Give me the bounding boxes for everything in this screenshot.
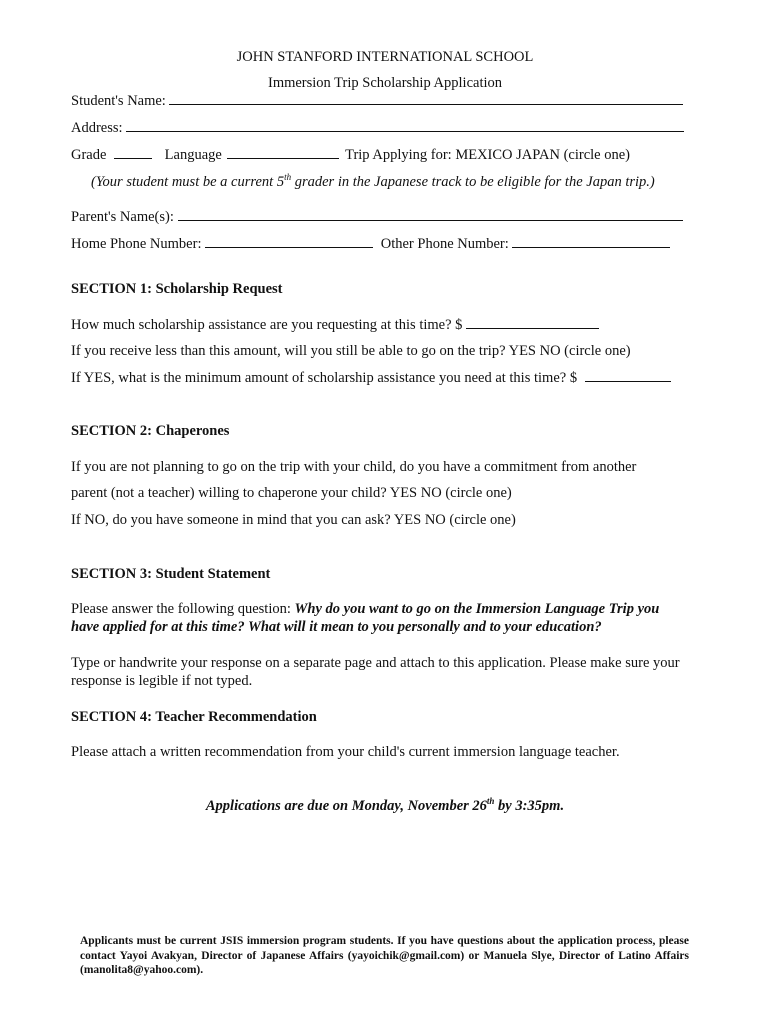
student-name-field[interactable] bbox=[169, 92, 683, 105]
parent-name-row bbox=[71, 208, 683, 226]
minimum-amount-field[interactable] bbox=[585, 369, 671, 382]
language-label: Language bbox=[164, 147, 222, 163]
other-phone-label: Other Phone Number: bbox=[380, 236, 509, 252]
section1-heading: SECTION 1: Scholarship Request bbox=[71, 281, 283, 297]
chaperone-question-line2: parent (not a teacher) willing to chaperone your child? YES NO (circle one) bbox=[71, 485, 512, 501]
school-name: JOHN STANFORD INTERNATIONAL SCHOOL bbox=[236, 49, 534, 65]
scholarship-amount-field[interactable] bbox=[466, 316, 599, 329]
footer-contact-note: Applicants must be current JSIS immersion program students. If you have questions about the application process, please contact Yayoi Avakyan, Director of Japanese Affairs (yayoichik@gmail.com) or Manuela Slye, Director of Latino Affairs (manolita8@yahoo.com). bbox=[80, 935, 689, 976]
grade-field[interactable] bbox=[114, 146, 152, 159]
minimum-amount-question: If YES, what is the minimum amount of scholarship assistance you need at this time? $ bbox=[71, 370, 578, 386]
form-title: Immersion Trip Scholarship Application bbox=[267, 75, 502, 91]
application-deadline: Applications are due on Monday, November 26th by 3:35pm. bbox=[205, 796, 565, 814]
scholarship-amount-question: How much scholarship assistance are you requesting at this time? $ bbox=[71, 317, 463, 333]
home-phone-field[interactable] bbox=[205, 235, 373, 248]
chaperone-followup-question: If NO, do you have someone in mind that you can ask? YES NO (circle one) bbox=[71, 512, 516, 528]
trip-choice-label: Trip Applying for: MEXICO JAPAN (circle one) bbox=[345, 147, 630, 163]
minimum-amount-row bbox=[71, 369, 671, 387]
section3-heading: SECTION 3: Student Statement bbox=[71, 566, 271, 582]
other-phone-field[interactable] bbox=[512, 235, 670, 248]
student-name-row bbox=[71, 92, 683, 110]
teacher-recommendation-instructions: Please attach a written recommendation from your child's current immersion language teacher. bbox=[71, 744, 620, 760]
parent-name-field[interactable] bbox=[178, 208, 683, 221]
grade-language-row bbox=[71, 146, 630, 164]
student-statement-prompt: Please answer the following question: Why do you want to go on the Immersion Language Trip you have applied for at this time? What will it mean to you personally and to your education? bbox=[71, 601, 660, 635]
less-amount-question: If you receive less than this amount, will you still be able to go on the trip? YES NO (circle one) bbox=[71, 343, 631, 359]
language-field[interactable] bbox=[227, 146, 339, 159]
phone-row bbox=[71, 235, 670, 253]
section2-heading: SECTION 2: Chaperones bbox=[71, 423, 230, 439]
scholarship-amount-row bbox=[71, 316, 599, 334]
home-phone-label: Home Phone Number: bbox=[71, 236, 202, 252]
student-name-label: Student's Name: bbox=[71, 93, 166, 109]
student-statement-question: Why do you want to go on the Immersion Language Trip you have applied for at this time? What will it mean to you personally and to your education? bbox=[71, 601, 660, 635]
address-field[interactable] bbox=[126, 119, 684, 132]
student-statement-instructions: Type or handwrite your response on a separate page and attach to this application. Please make sure your response is legible if not typed. bbox=[71, 655, 680, 689]
eligibility-note: (Your student must be a current 5th grader in the Japanese track to be eligible for the Japan trip.) bbox=[91, 172, 655, 190]
chaperone-question-line1: If you are not planning to go on the trip with your child, do you have a commitment from another bbox=[71, 459, 637, 475]
grade-label: Grade bbox=[71, 147, 107, 163]
address-label: Address: bbox=[71, 120, 123, 136]
address-row bbox=[71, 119, 684, 137]
parent-name-label: Parent's Name(s): bbox=[71, 209, 174, 225]
section4-heading: SECTION 4: Teacher Recommendation bbox=[71, 709, 317, 725]
